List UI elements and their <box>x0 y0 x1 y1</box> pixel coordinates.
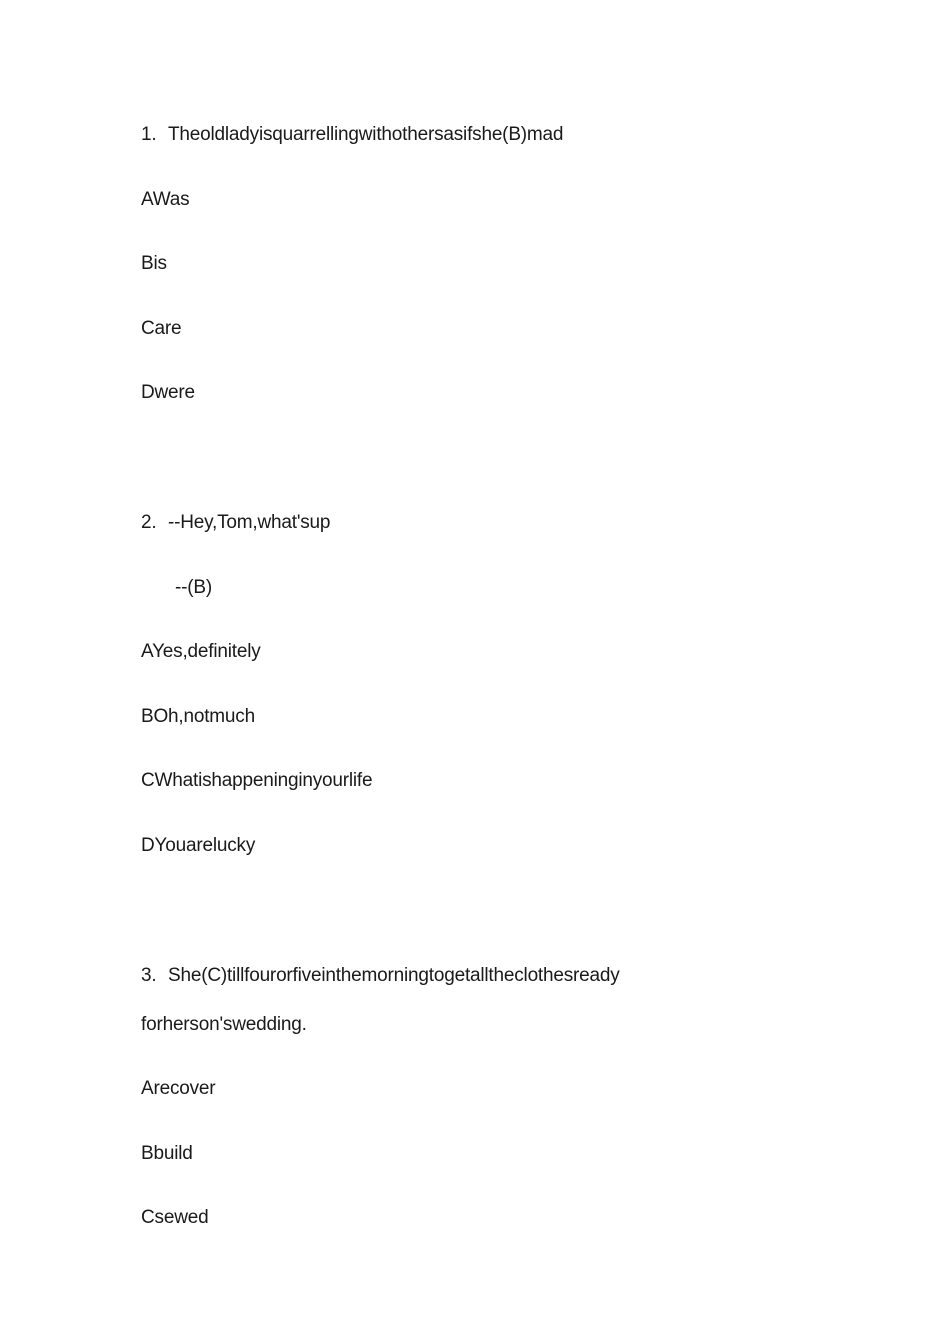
question-3-option-b: Bbuild <box>141 1143 193 1164</box>
question-3-stem-continued: forherson'swedding. <box>141 1014 307 1035</box>
question-2-option-a: AYes,definitely <box>141 641 261 662</box>
question-2-option-b: BOh,notmuch <box>141 706 255 727</box>
question-2-option-d: DYouarelucky <box>141 835 256 856</box>
question-2-stem <box>141 511 330 535</box>
question-3-option-a: Arecover <box>141 1078 216 1099</box>
question-2-text: --Hey,Tom,what'sup <box>168 512 331 533</box>
question-2-number: 2. <box>141 512 157 533</box>
question-3-number: 3. <box>141 965 157 986</box>
question-1-option-c: Care <box>141 318 182 339</box>
question-1-option-a: AWas <box>141 189 190 210</box>
question-1-number: 1. <box>141 124 157 145</box>
question-3-text: She(C)tillfourorfiveinthemorningtogetalltheclothesready <box>168 965 620 986</box>
question-2-option-c: CWhatishappeninginyourlife <box>141 770 373 791</box>
question-3-stem <box>141 964 620 988</box>
question-1-option-b: Bis <box>141 253 167 274</box>
question-2-reply: --(B) <box>175 577 212 598</box>
question-1-option-d: Dwere <box>141 382 195 403</box>
question-1-stem <box>141 123 563 147</box>
question-3-option-c: Csewed <box>141 1207 209 1228</box>
question-1-text: Theoldladyisquarrellingwithothersasifshe(B)mad <box>168 124 564 145</box>
